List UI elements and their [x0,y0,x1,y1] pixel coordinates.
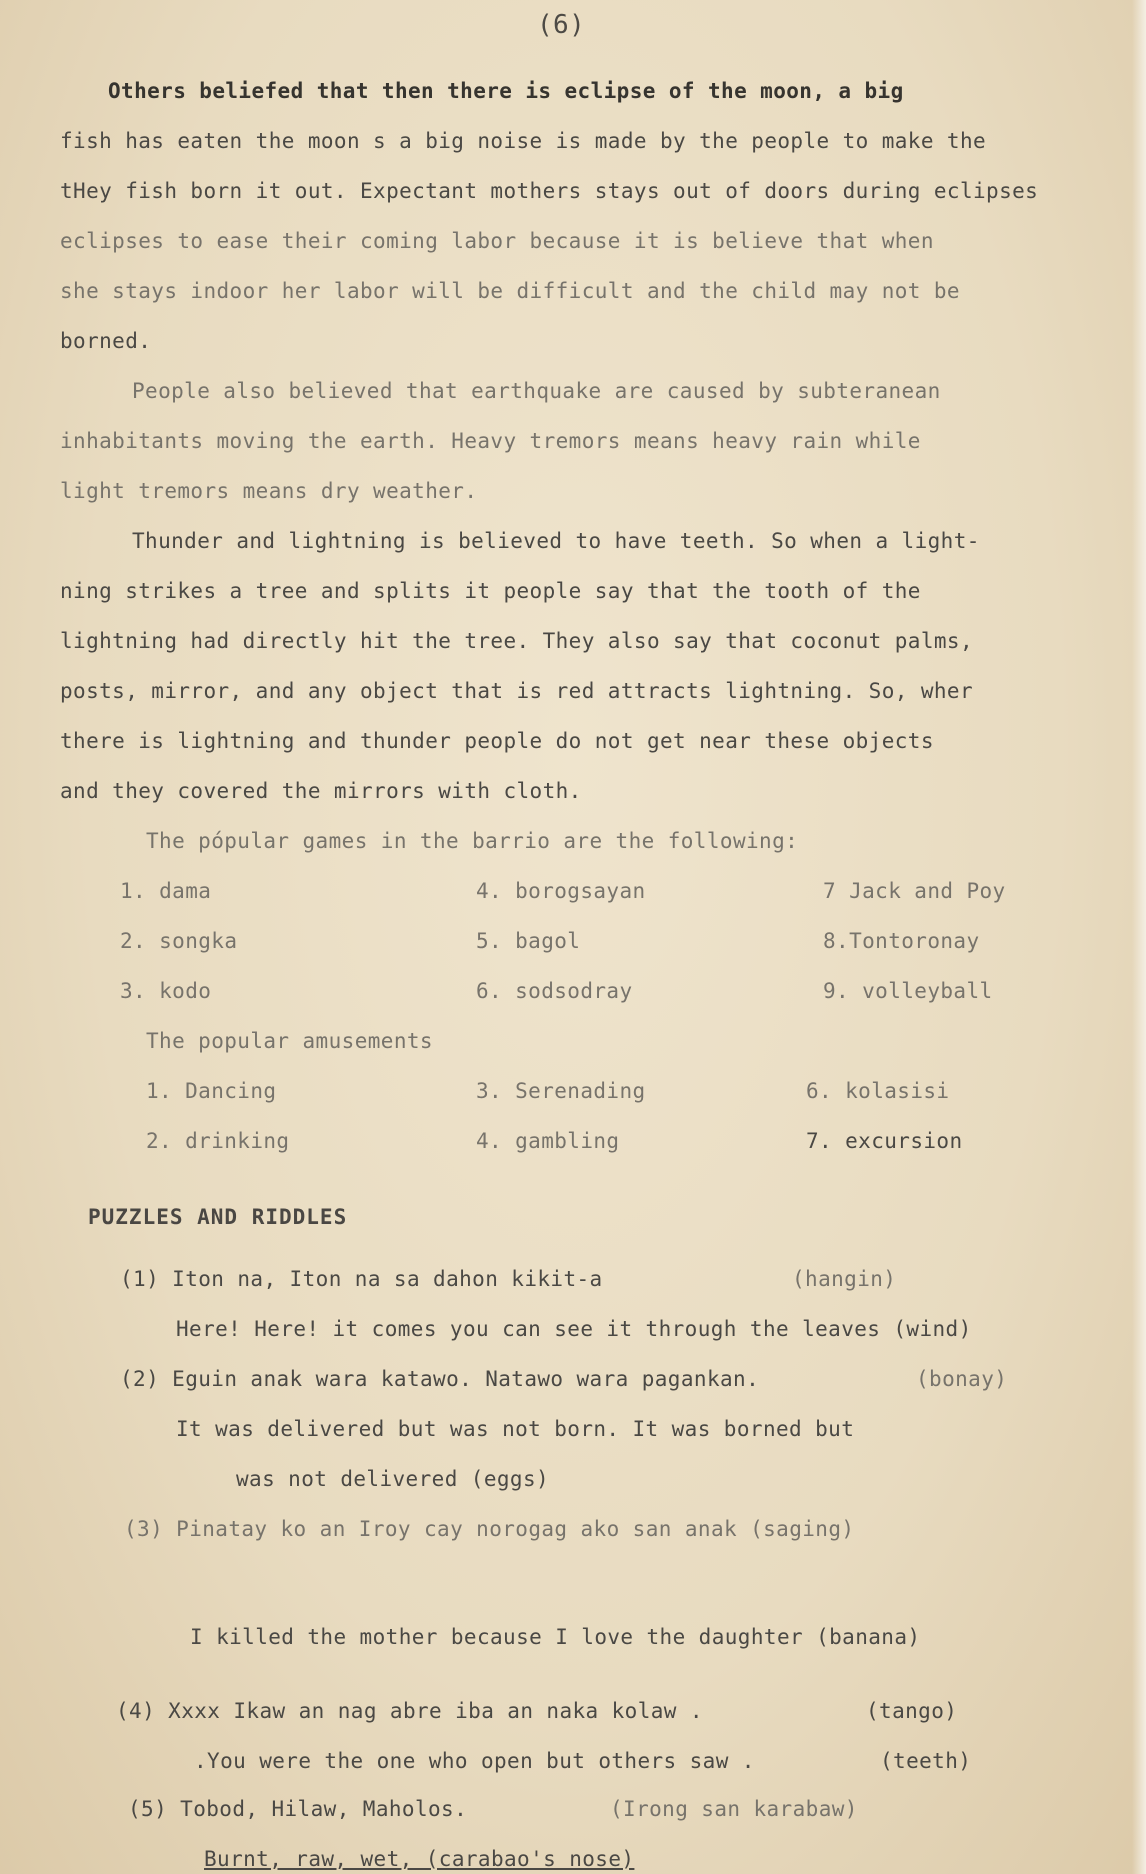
eclipse-line-5: she stays indoor her labor will be difficult and the child may not be [60,279,960,303]
lightning-line-4: posts, mirror, and any object that is red attracts lightning. So, wher [60,679,974,703]
game-item: 9. volleyball [823,979,993,1003]
eclipse-line-6: borned. [60,329,152,353]
lightning-line-5: there is lightning and thunder people do not get near these objects [60,729,934,753]
riddles-heading: PUZZLES AND RIDDLES [88,1205,348,1229]
amusement-item: 3. Serenading [476,1079,646,1103]
eclipse-line-2: fish has eaten the moon s a big noise is made by the people to make the [60,129,987,153]
riddle-5-translation: Burnt, raw, wet, (carabao's nose) [204,1847,635,1871]
riddle-4-answer: (tango) [866,1699,958,1723]
amusement-item: 1. Dancing [146,1079,277,1103]
riddle-4-translation: .You were the one who open but others saw . [194,1749,755,1773]
game-item: 5. bagol [476,929,581,953]
riddle-5-text: (5) Tobod, Hilaw, Maholos. [128,1797,468,1821]
eclipse-line-4: eclipses to ease their coming labor because it is believe that when [60,229,934,253]
games-intro: The pópular games in the barrio are the following: [146,829,799,853]
lightning-line-3: lightning had directly hit the tree. They also say that coconut palms, [60,629,974,653]
riddle-2-translation-1: It was delivered but was not born. It was borned but [176,1417,855,1441]
page-edge [1132,0,1146,1874]
riddle-1-translation: Here! Here! it comes you can see it through the leaves (wind) [176,1317,972,1341]
riddle-1-answer: (hangin) [792,1267,897,1291]
game-item: 2. songka [120,929,238,953]
game-item: 6. sodsodray [476,979,633,1003]
eclipse-line-3: tHey fish born it out. Expectant mothers stays out of doors during eclipses [60,179,1039,203]
riddle-3-text: (3) Pinatay ko an Iroy cay norogag ako san anak (saging) [124,1517,855,1541]
lightning-line-6: and they covered the mirrors with cloth. [60,779,582,803]
riddle-4-translation-answer: (teeth) [880,1749,972,1773]
riddle-2-text: (2) Eguin anak wara katawo. Natawo wara pagankan. [120,1367,760,1391]
riddle-2-translation-2: was not delivered (eggs) [236,1467,550,1491]
page-number: (6) [537,10,586,40]
riddle-2-answer: (bonay) [916,1367,1008,1391]
game-item: 8.Tontoronay [823,929,980,953]
amusement-item: 6. kolasisi [806,1079,950,1103]
lightning-line-1: Thunder and lightning is believed to have teeth. So when a light- [132,529,980,553]
amusement-item: 7. excursion [806,1129,963,1153]
earthquake-line-3: light tremors means dry weather. [60,479,478,503]
amusement-item: 4. gambling [476,1129,620,1153]
amusements-intro: The popular amusements [146,1029,433,1053]
lightning-line-2: ning strikes a tree and splits it people say that the tooth of the [60,579,921,603]
riddle-3-translation: I killed the mother because I love the daughter (banana) [190,1625,921,1649]
eclipse-line-1: Others beliefed that then there is eclipse of the moon, a big [108,79,904,103]
game-item: 3. kodo [120,979,212,1003]
earthquake-line-2: inhabitants moving the earth. Heavy tremors means heavy rain while [60,429,921,453]
riddle-1-text: (1) Iton na, Iton na sa dahon kikit-a [120,1267,603,1291]
game-item: 1. dama [120,879,212,903]
game-item: 4. borogsayan [476,879,646,903]
riddle-4-text: (4) Xxxx Ikaw an nag abre iba an naka kolaw . [116,1699,703,1723]
earthquake-line-1: People also believed that earthquake are caused by subteranean [132,379,941,403]
amusement-item: 2. drinking [146,1129,290,1153]
game-item: 7 Jack and Poy [823,879,1006,903]
riddle-5-answer: (Irong san karabaw) [610,1797,858,1821]
